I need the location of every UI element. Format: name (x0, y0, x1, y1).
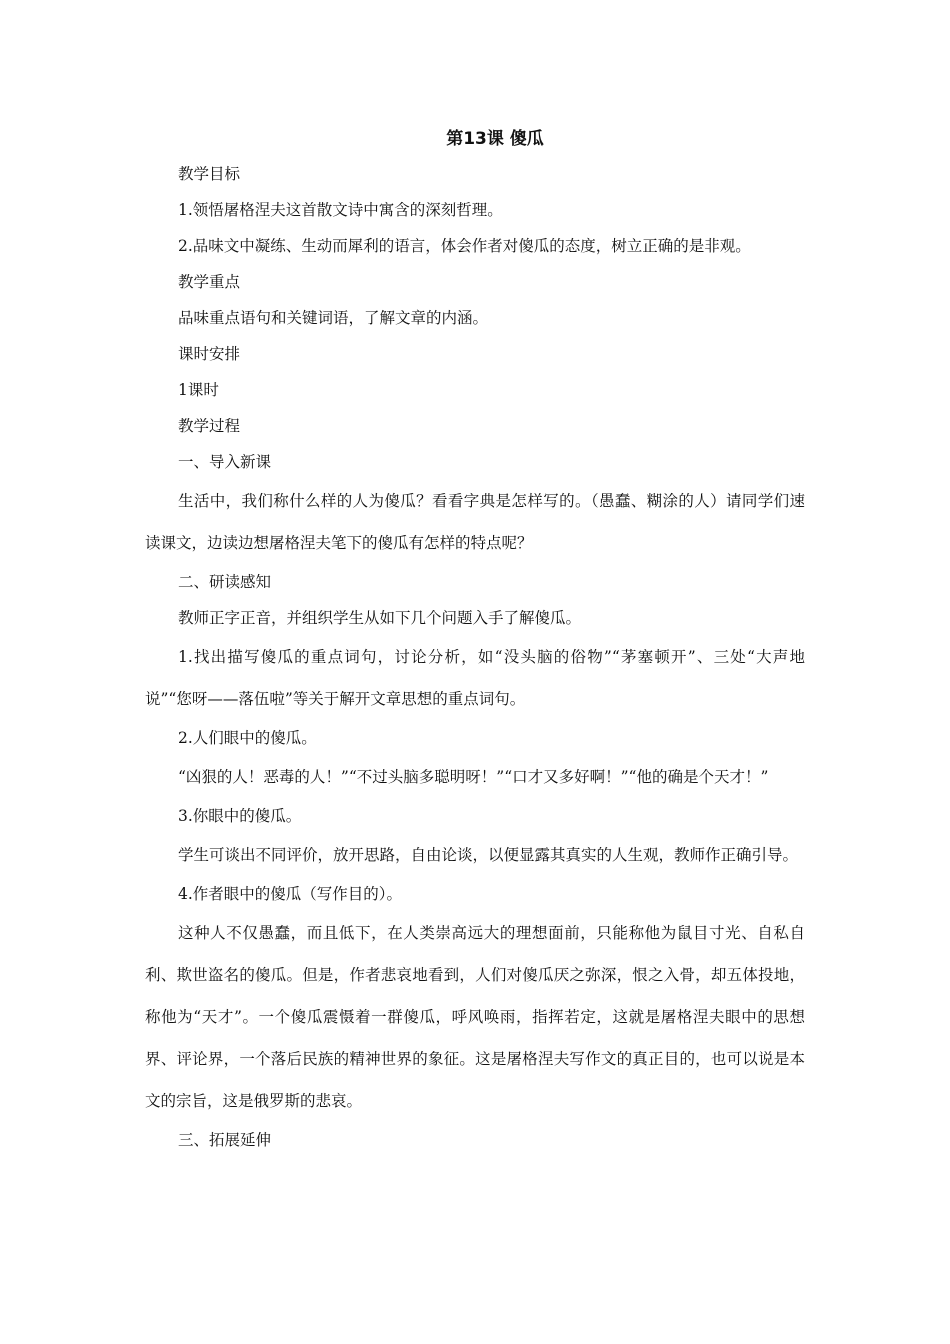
schedule-text: 1课时 (178, 381, 219, 399)
author-view-paragraph: 这种人不仅愚蠢，而且低下，在人类崇高远大的理想面前，只能称他为鼠目寸光、自私自利、欺世盗名的傻瓜。但是，作者悲哀地看到，人们对傻瓜厌之弥深，恨之入骨，却五体投地，称他为“天才”。一个傻瓜震慑着一群傻瓜，呼风唤雨，指挥若定，这就是屠格涅夫眼中的思想界、评论界，一个落后民族的精神世界的象征。这是屠格涅夫写作文的真正目的，也可以说是本文的宗旨，这是俄罗斯的悲哀。 (145, 924, 805, 1110)
lesson-body (145, 156, 805, 1158)
study-intro-text: 教师正字正音，并组织学生从如下几个问题入手了解傻瓜。 (178, 609, 582, 627)
heading-teaching-goals: 教学目标 (178, 165, 241, 183)
section-extension-heading: 三、拓展延伸 (178, 1131, 272, 1149)
study-item-4: 4.作者眼中的傻瓜（写作目的）。 (178, 885, 403, 903)
intro-paragraph: 生活中，我们称什么样的人为傻瓜？看看字典是怎样写的。（愚蠢、糊涂的人）请同学们速读课文，边读边想屠格涅夫笔下的傻瓜有怎样的特点呢？ (145, 492, 805, 552)
study-item-3: 3.你眼中的傻瓜。 (178, 807, 302, 825)
heading-teaching-focus: 教学重点 (178, 273, 241, 291)
section-intro-heading: 一、导入新课 (178, 453, 272, 471)
student-evaluation-text: 学生可谈出不同评价，放开思路，自由论谈，以便显露其真实的人生观，教师作正确引导。 (178, 846, 799, 864)
focus-text: 品味重点语句和关键词语，了解文章的内涵。 (178, 309, 489, 327)
people-quotes: “凶狠的人！恶毒的人！”“不过头脑多聪明呀！”“口才又多好啊！”“他的确是个天才！” (178, 768, 769, 786)
study-item-2: 2.人们眼中的傻瓜。 (178, 729, 317, 747)
study-item-1: 1.找出描写傻瓜的重点词句，讨论分析，如“没头脑的俗物”“茅塞顿开”、三处“大声地说”“您呀——落伍啦”等关于解开文章思想的重点词句。 (145, 648, 805, 708)
heading-schedule: 课时安排 (178, 345, 241, 363)
goal-item-1: 1.领悟屠格涅夫这首散文诗中寓含的深刻哲理。 (178, 201, 503, 219)
lesson-title: 第13课 傻瓜 (446, 129, 544, 149)
goal-item-2: 2.品味文中凝练、生动而犀利的语言，体会作者对傻瓜的态度，树立正确的是非观。 (178, 237, 751, 255)
heading-teaching-process: 教学过程 (178, 417, 241, 435)
section-study-heading: 二、研读感知 (178, 573, 272, 591)
